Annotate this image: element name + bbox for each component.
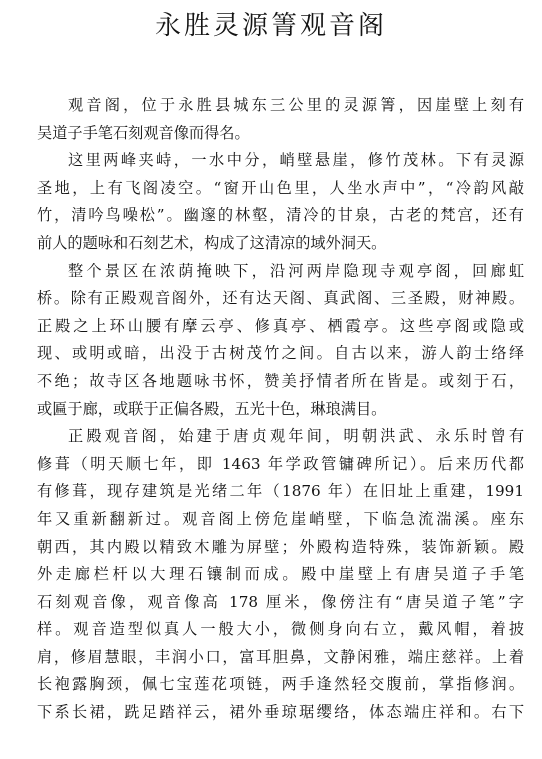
text-line: 前人的题咏和石刻艺术，构成了这清凉的域外洞天。 bbox=[37, 233, 387, 252]
text-line: 下系长裙，跣足踏祥云，裙外垂琼琚缨络，体态端庄祥和。右下 bbox=[37, 703, 524, 722]
text-line: 观音阁，位于永胜县城东三公里的灵源箐，因崖壁上刻有 bbox=[68, 96, 524, 114]
text-line: 肩，修眉慧眼，丰润小口，富耳胆鼻，文静闲雅，端庄慈祥。上着 bbox=[37, 647, 524, 666]
text-line: 圣地，上有飞阁凌空。“窗开山色里，人坐水声中”，“冷韵风敲 bbox=[37, 178, 524, 197]
text-line: 有修葺，现存建筑是光绪二年（1876 年）在旧址上重建，1991 bbox=[37, 482, 524, 501]
text-line: 外走廊栏杆以大理石镶制而成。殿中崖壁上有唐吴道子手笔 bbox=[37, 565, 524, 584]
text-line: 石刻观音像，观音像高 178 厘米，像傍注有“唐吴道子笔”字 bbox=[37, 592, 524, 611]
text-line: 正殿之上环山腰有摩云亭、修真亭、栖霞亭。这些亭阁或隐或 bbox=[37, 316, 524, 335]
text-line: 竹，清吟鸟噪松”。幽邃的林壑，清冷的甘泉，古老的梵宫，还有 bbox=[37, 206, 524, 225]
text-line: 现、或明或暗，出没于古树茂竹之间。自古以来，游人韵士络绎 bbox=[37, 344, 524, 363]
article-body bbox=[37, 92, 524, 727]
text-line: 年又重新翻新过。观音阁上傍危崖峭壁，下临急流湍溪。座东 bbox=[37, 509, 524, 528]
text-line: 修葺（明天顺七年，即 1463 年学政管镛碑所记）。后来历代都 bbox=[37, 454, 524, 473]
text-line: 朝西，其内殿以精致木雕为屏壁；外殿构造特殊，装饰新颖。殿 bbox=[37, 537, 524, 556]
text-line: 长袍露胸颈，佩七宝莲花项链，两手逢然轻交腹前，掌指修润。 bbox=[37, 675, 524, 694]
text-line: 或匾于廊，或联于正偏各殿，五光十色，琳琅满目。 bbox=[37, 399, 387, 418]
text-line: 正殿观音阁，始建于唐贞观年间，明朝洪武、永乐时曾有 bbox=[68, 427, 524, 446]
text-line: 样。观音造型似真人一般大小，微侧身向右立，戴风帽，着披 bbox=[37, 620, 524, 639]
text-line: 桥。除有正殿观音阁外，还有达天阁、真武阁、三圣殿，财神殿。 bbox=[37, 289, 524, 308]
text-line: 吴道子手笔石刻观音像而得名。 bbox=[37, 123, 250, 142]
page-title: 永胜灵源箐观音阁 bbox=[154, 11, 387, 41]
text-line: 不绝；故寺区各地题咏书怀，赞美抒情者所在皆是。或刻于石， bbox=[37, 371, 524, 390]
text-line: 这里两峰夹峙，一水中分，峭壁悬崖，修竹茂林。下有灵源 bbox=[68, 151, 524, 170]
text-line: 整个景区在浓荫掩映下，沿河两岸隐现寺观亭阁，回廊虹 bbox=[68, 261, 524, 280]
